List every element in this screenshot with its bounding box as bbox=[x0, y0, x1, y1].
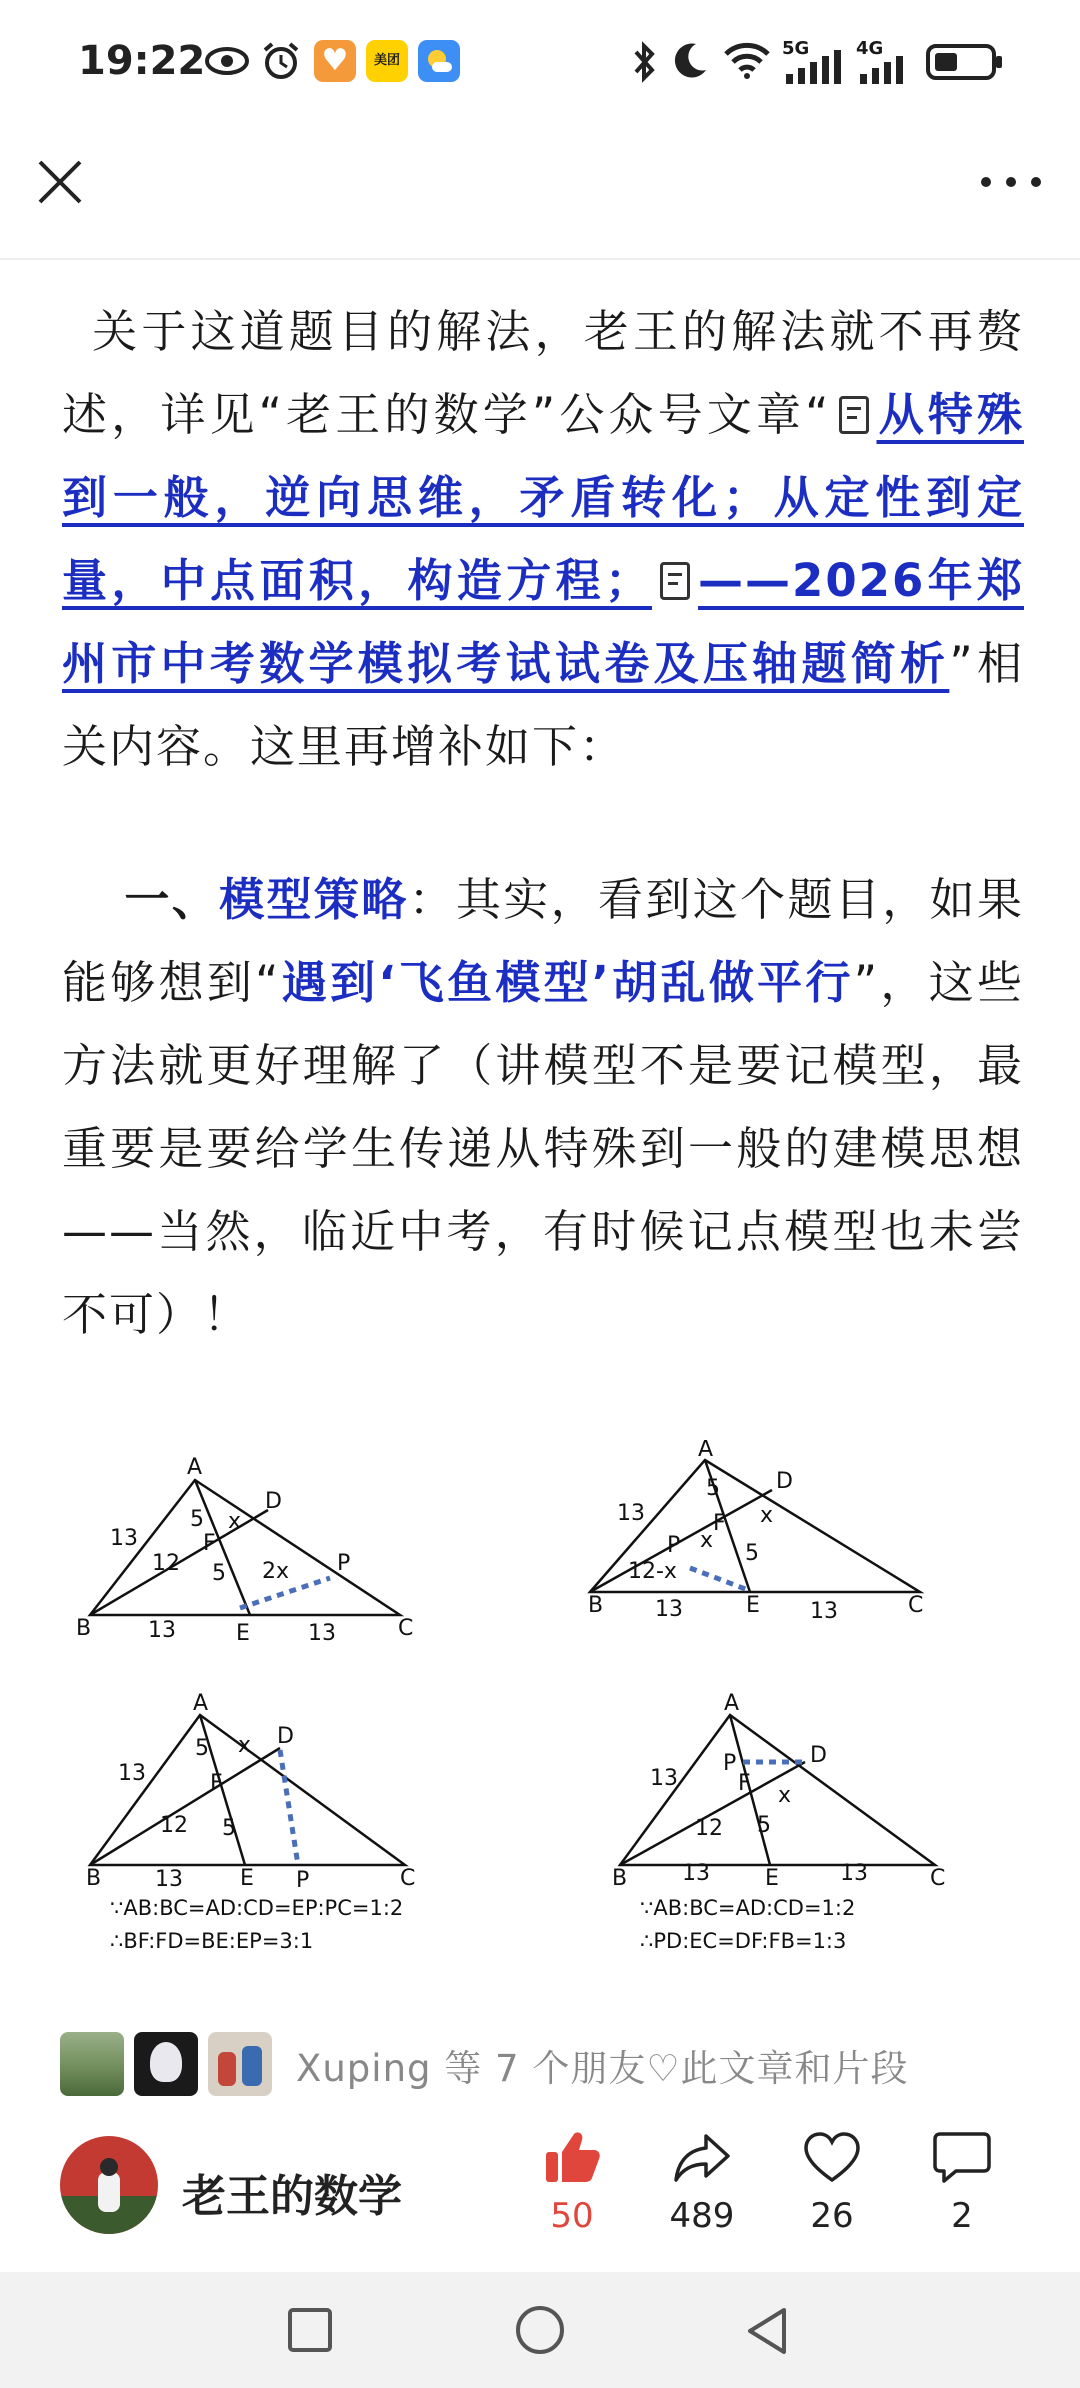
close-icon[interactable] bbox=[34, 156, 86, 208]
fig1-l1: 13 bbox=[110, 1526, 138, 1551]
like-button[interactable] bbox=[522, 2130, 622, 2236]
geometry-figures bbox=[60, 1440, 1020, 2000]
fig3-l1: 13 bbox=[118, 1761, 146, 1786]
fig2-x: x bbox=[760, 1503, 774, 1528]
fig4-x: x bbox=[778, 1783, 792, 1808]
article-link-icon-2 bbox=[660, 562, 690, 600]
share-count: 489 bbox=[669, 2196, 735, 2236]
fig2-l3: 13 bbox=[655, 1597, 683, 1622]
fig3-x: x bbox=[238, 1733, 252, 1758]
fig3-e: E bbox=[240, 1866, 254, 1891]
fig1-c: C bbox=[398, 1616, 414, 1641]
article-link-1[interactable]: 从特殊到一般，逆向思维，矛盾转化；从定性到定量，中点面积，构造方程； bbox=[62, 388, 1024, 607]
fig1-l2: 12 bbox=[152, 1551, 180, 1576]
fig4-l2: 12 bbox=[695, 1816, 723, 1841]
fig3-l3: 13 bbox=[155, 1867, 183, 1892]
back-icon[interactable] bbox=[744, 2306, 790, 2356]
fig2-e: E bbox=[746, 1593, 760, 1618]
more-options-icon[interactable] bbox=[976, 156, 1046, 208]
fig1-l3: 13 bbox=[148, 1618, 176, 1643]
paragraph-2 bbox=[62, 858, 1024, 1356]
fig2-b: B bbox=[588, 1593, 604, 1618]
fig4-f: F bbox=[738, 1771, 751, 1796]
fig1-p: P bbox=[337, 1551, 351, 1576]
app-heart-icon: ♥ bbox=[314, 40, 356, 82]
fig2-p: P bbox=[667, 1533, 681, 1558]
fig3-l5: 5 bbox=[195, 1736, 209, 1761]
para2-text-a: ：其实，看到这个题目，如果能够想到“ bbox=[62, 873, 1024, 1009]
favorite-button[interactable] bbox=[782, 2130, 882, 2236]
signal-icon bbox=[782, 50, 844, 84]
fig1-e: E bbox=[236, 1621, 250, 1646]
fig1-b: B bbox=[76, 1616, 92, 1641]
fig2-l5: 5 bbox=[706, 1476, 720, 1501]
alarm-icon bbox=[260, 40, 302, 82]
comment-icon bbox=[932, 2130, 992, 2186]
fig3-a: A bbox=[193, 1691, 209, 1716]
fig2-f: F bbox=[713, 1511, 726, 1536]
para1-intro: 关于这道题目的解法，老王的解法就不再赘述，详见“老王的数学”公众号文章“ bbox=[62, 305, 1024, 441]
like-count: 50 bbox=[550, 2196, 594, 2236]
article-link-icon bbox=[839, 396, 869, 434]
fig4-e: E bbox=[765, 1866, 779, 1891]
article-link-2[interactable]: ——2026年郑州市中考数学模拟考试试卷及压轴题简析 bbox=[62, 554, 1024, 690]
signal-5g-label: 5G bbox=[782, 38, 810, 59]
top-bar bbox=[0, 130, 1080, 260]
para2-highlight: 遇到‘飞鱼模型’胡乱做平行 bbox=[280, 956, 854, 1009]
system-nav-bar bbox=[0, 2272, 1080, 2388]
fig3-b: B bbox=[86, 1866, 102, 1891]
battery-icon bbox=[926, 44, 1004, 80]
fig3-l6: 5 bbox=[222, 1816, 236, 1841]
fig4-caption-2: ∴PD:EC=DF:FB=1:3 bbox=[640, 1929, 847, 1953]
section-number: 一、 bbox=[124, 873, 220, 926]
eye-icon bbox=[204, 44, 250, 78]
figure-2-labels bbox=[588, 1440, 923, 1624]
moon-icon bbox=[670, 40, 710, 82]
fig4-c: C bbox=[930, 1866, 946, 1891]
fig1-l5: 5 bbox=[190, 1507, 204, 1532]
fig3-d: D bbox=[277, 1724, 294, 1749]
signal-icon-2 bbox=[856, 50, 914, 84]
share-button[interactable] bbox=[652, 2130, 752, 2236]
fig3-p: P bbox=[296, 1868, 310, 1893]
home-icon[interactable] bbox=[514, 2306, 566, 2358]
fig4-l6: 5 bbox=[757, 1813, 771, 1838]
fig1-f: F bbox=[203, 1531, 216, 1556]
fig3-caption-2: ∴BF:FD=BE:EP=3:1 bbox=[110, 1929, 314, 1953]
fig4-a: A bbox=[724, 1691, 740, 1716]
fig1-x: x bbox=[228, 1509, 242, 1534]
friend-avatar bbox=[60, 2032, 124, 2096]
fig2-c: C bbox=[908, 1593, 924, 1618]
fig4-l4: 13 bbox=[840, 1861, 868, 1886]
comment-count: 2 bbox=[951, 2196, 973, 2236]
figure-1-labels bbox=[76, 1455, 413, 1646]
article-body bbox=[62, 290, 1024, 1356]
para1-outro: ”相关内容。这里再增补如下： bbox=[62, 637, 1024, 773]
fig2-l1: 13 bbox=[617, 1501, 645, 1526]
signal-4g-label: 4G bbox=[856, 38, 884, 59]
friend-avatar bbox=[134, 2032, 198, 2096]
para2-text-b: ”，这些方法就更好理解了（讲模型不是要记模型，最重要是要给学生传递从特殊到一般的建模思想——当然，临近中考，有时候记点模型也未尝不可）！ bbox=[62, 956, 1024, 1341]
heart-icon bbox=[802, 2130, 862, 2186]
fig4-l3: 13 bbox=[682, 1861, 710, 1886]
fig4-caption-1: ∵AB:BC=AD:CD=1:2 bbox=[640, 1896, 856, 1920]
fig4-b: B bbox=[612, 1866, 628, 1891]
favorite-count: 26 bbox=[810, 2196, 854, 2236]
fig4-p: P bbox=[723, 1751, 737, 1776]
fig3-caption-1: ∵AB:BC=AD:CD=EP:PC=1:2 bbox=[110, 1896, 404, 1920]
fig2-x2: x bbox=[700, 1528, 714, 1553]
figure-3-labels bbox=[86, 1691, 415, 1953]
fig3-l2: 12 bbox=[160, 1813, 188, 1838]
friends-liked-text: Xuping 等 7 个朋友♡此文章和片段 bbox=[296, 2047, 909, 2090]
share-icon bbox=[672, 2130, 732, 2186]
author-action-bar bbox=[60, 2130, 1020, 2250]
author-name[interactable]: 老王的数学 bbox=[182, 2171, 402, 2222]
fig2-d: D bbox=[776, 1469, 793, 1494]
status-bar bbox=[0, 0, 1080, 130]
fig2-l2: 12-x bbox=[628, 1559, 677, 1584]
paragraph-1 bbox=[62, 290, 1024, 788]
thumbs-up-icon bbox=[542, 2130, 602, 2186]
wifi-icon bbox=[722, 40, 772, 80]
recent-apps-icon[interactable] bbox=[286, 2306, 334, 2354]
bluetooth-icon bbox=[630, 40, 658, 84]
friend-avatar bbox=[208, 2032, 272, 2096]
friends-liked-row[interactable] bbox=[60, 2028, 1020, 2098]
fig2-l6: 5 bbox=[745, 1541, 759, 1566]
comment-button[interactable] bbox=[912, 2130, 1012, 2236]
fig1-a: A bbox=[187, 1455, 203, 1480]
fig2-l4: 13 bbox=[810, 1599, 838, 1624]
fig3-c: C bbox=[400, 1866, 416, 1891]
fig4-d: D bbox=[810, 1743, 827, 1768]
weather-icon bbox=[418, 40, 460, 82]
figure-4-labels bbox=[612, 1691, 945, 1953]
author-avatar[interactable] bbox=[60, 2136, 158, 2234]
fig1-d: D bbox=[265, 1489, 282, 1514]
fig3-f: F bbox=[210, 1771, 223, 1796]
meituan-icon: 美团 bbox=[366, 40, 408, 82]
fig1-2x: 2x bbox=[262, 1559, 290, 1584]
fig4-l1: 13 bbox=[650, 1766, 678, 1791]
fig2-a: A bbox=[698, 1440, 714, 1462]
fig1-l4: 13 bbox=[308, 1621, 336, 1646]
section-title: 模型策略 bbox=[219, 873, 409, 926]
status-time: 19:22 bbox=[78, 38, 206, 84]
fig1-l6: 5 bbox=[212, 1561, 226, 1586]
